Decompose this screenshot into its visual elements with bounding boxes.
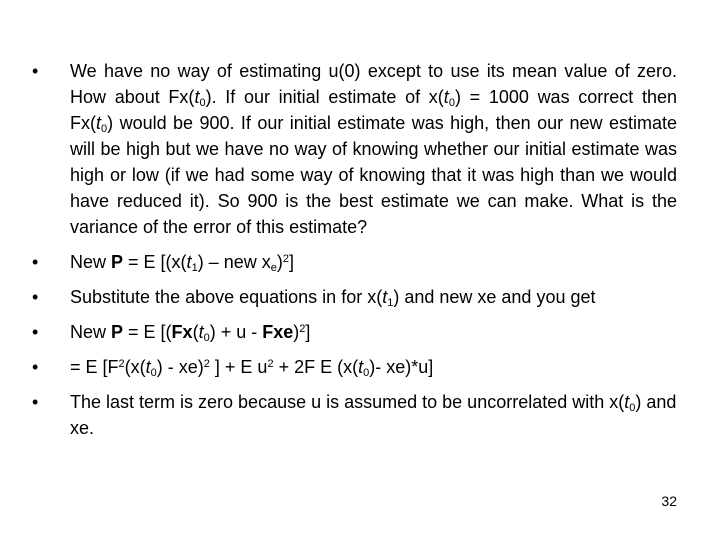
bullet-text — [70, 284, 677, 310]
bullet-item-6 — [32, 389, 677, 441]
text-run: New — [70, 322, 112, 342]
bullet-dot: • — [32, 322, 39, 342]
bullet-item-4 — [32, 319, 677, 345]
text-run: ) — [293, 322, 300, 342]
text-run: (x( — [124, 357, 146, 377]
text-run: We have no way of estimating u(0) except to use its mean value of zero. How about Fx( — [70, 61, 677, 107]
bullet-list — [32, 58, 677, 450]
text-run: ) + u - — [209, 322, 263, 342]
bullet-item-1 — [32, 58, 677, 240]
subscript: e — [270, 262, 277, 274]
text-run: ) would be 900. If our initial estimate was high, then our new estimate will be high but we have no way of knowing whether our initial estimate was high or low (if we had some way of knowing that it was high than we would have reduced it). So 900 is the best estimate we can make. What is the variance of the error of this estimate? — [70, 113, 677, 237]
bullet-dot: • — [32, 357, 39, 377]
bullet-item-2 — [32, 249, 677, 275]
variable-t: t — [194, 87, 200, 107]
text-run: ) - xe) — [156, 357, 204, 377]
text-run: ] — [288, 252, 294, 272]
superscript: 2 — [267, 358, 274, 370]
text-run: ] — [305, 322, 311, 342]
symbol-p: P — [111, 252, 124, 272]
bullet-dot: • — [32, 252, 39, 272]
superscript: 2 — [282, 253, 289, 265]
text-run: The last term is zero because u is assumed to be uncorrelated with x( — [70, 392, 625, 412]
symbol-p: P — [111, 322, 124, 342]
text-run: ) = 1000 was correct then Fx( — [70, 87, 678, 133]
symbol-fxe: Fxe — [262, 322, 294, 342]
variable-t: t — [443, 87, 449, 107]
subscript: 0 — [101, 123, 108, 135]
text-run: = E [( — [123, 322, 172, 342]
text-run: + 2F E (x( — [273, 357, 359, 377]
variable-t: t — [96, 113, 102, 133]
text-run: ) and new xe and you get — [393, 287, 596, 307]
subscript: 0 — [150, 367, 157, 379]
superscript: 2 — [299, 323, 306, 335]
superscript: 2 — [203, 358, 210, 370]
variable-t: t — [358, 357, 364, 377]
bullet-dot: • — [32, 392, 39, 412]
subscript: 0 — [448, 97, 455, 109]
text-run: ( — [192, 322, 199, 342]
text-run: ) – new x — [197, 252, 271, 272]
subscript: 0 — [203, 332, 210, 344]
bullet-text — [70, 319, 677, 345]
bullet-text — [70, 249, 677, 275]
bullet-text — [70, 354, 677, 380]
text-run: ) and xe. — [70, 392, 677, 438]
variable-t: t — [145, 357, 151, 377]
bullet-text — [70, 389, 677, 441]
symbol-fx: Fx — [171, 322, 193, 342]
bullet-item-3 — [32, 284, 677, 310]
variable-t: t — [186, 252, 192, 272]
bullet-dot: • — [32, 61, 39, 81]
variable-t: t — [382, 287, 388, 307]
subscript: 0 — [199, 97, 206, 109]
subscript: 1 — [191, 262, 198, 274]
superscript: 2 — [118, 358, 125, 370]
text-run: = E [F — [70, 357, 119, 377]
bullet-dot: • — [32, 287, 39, 307]
text-run: ) — [276, 252, 283, 272]
bullet-item-5 — [32, 354, 677, 380]
text-run: ). If our initial estimate of x( — [205, 87, 444, 107]
text-run: New — [70, 252, 112, 272]
subscript: 0 — [629, 402, 636, 414]
subscript: 1 — [387, 297, 394, 309]
text-run: )- xe)*u] — [369, 357, 434, 377]
variable-t: t — [624, 392, 630, 412]
subscript: 0 — [363, 367, 370, 379]
text-run: = E [(x( — [123, 252, 187, 272]
bullet-text — [70, 58, 677, 240]
text-run: ] + E u — [209, 357, 268, 377]
variable-t: t — [198, 322, 204, 342]
page-number: 32 — [661, 493, 677, 509]
text-run: Substitute the above equations in for x( — [70, 287, 383, 307]
